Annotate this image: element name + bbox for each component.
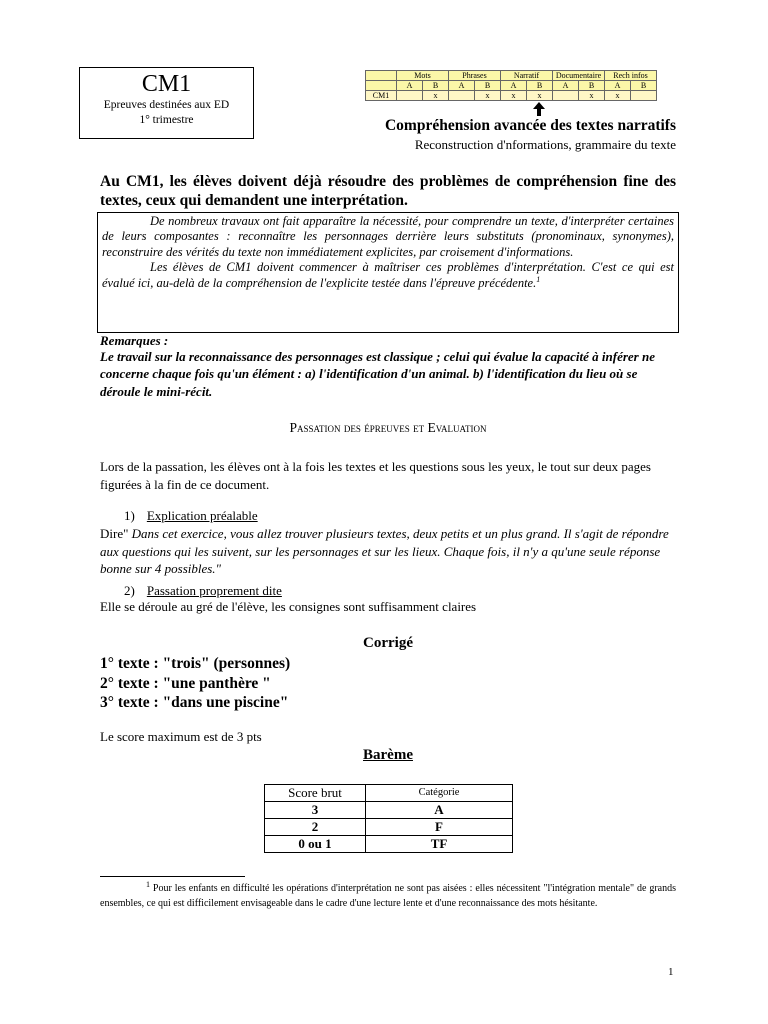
remarks-text: Le travail sur la reconnaissance des personnages est classique ; celui qui évalue la capacité à inférer ne concerne chaque fois qu'un élément : a) l'identification d'un animal. b) l'identification du lieu où se déroule le mini-récit. — [100, 349, 655, 399]
passation-text: Lors de la passation, les élèves ont à la fois les textes et les questions sous les yeux, le tout sur deux pages figurées à la fin de ce document. — [100, 459, 651, 492]
grid-group: Documentaire — [553, 71, 605, 81]
level-subtitle: Epreuves destinées aux ED — [103, 99, 230, 111]
table-cell: 0 ou 1 — [265, 836, 366, 853]
table-header: Catégorie — [366, 785, 513, 802]
list-item — [124, 583, 282, 599]
footnote-text: Pour les enfants en difficulté les opérations d'interprétation ne sont pas aisées : elles nécessitent "l'intégration mentale" de grands ensembles, ce qui est difficilement envisageable dans le cadre d'une lecture lente et d'une reconnaissance des mots hésitante. — [100, 883, 676, 909]
grid-mark: x — [501, 91, 527, 101]
arrow-up-icon — [532, 101, 546, 117]
grid-group: Mots — [397, 71, 449, 81]
page-number: 1 — [668, 966, 674, 978]
table-cell: 2 — [265, 819, 366, 836]
quote-paragraph-2 — [102, 260, 674, 291]
quote-paragraph: De nombreux travaux ont fait apparaître la nécessité, pour comprendre un texte, d'interpréter certaines de leurs composantes : reconnaître les personnages derrière leurs substituts (pronominaux, synonymes), reconstruire des vérités du texte non immédiatement explicites, par croisement d'informations. — [102, 214, 674, 259]
footnote-index: 1 — [146, 879, 150, 889]
instruction-quote: Dans cet exercice, vous allez trouver plusieurs textes, deux petits et un plus grand. Il s'agit de répondre aux questions qui les suivent, sur les personnages et sur les lieux. Chaque fois, il n'y a qu'une seule réponse bonne sur 4 possibles." — [100, 526, 669, 576]
score-max: Le score maximum est de 3 pts — [100, 729, 262, 744]
instruction-text — [100, 525, 678, 578]
passation-heading: Passation des épreuves et Evaluation — [289, 420, 487, 435]
grid-mark: x — [475, 91, 501, 101]
grid-subheader: A — [449, 81, 475, 91]
grid-group: Rech infos — [605, 71, 657, 81]
grid-group: Narratif — [501, 71, 553, 81]
trimester-label: 1° trimestre — [139, 114, 194, 126]
footnote-divider — [100, 876, 245, 877]
grid-mark: x — [579, 91, 605, 101]
grid-group: Phrases — [449, 71, 501, 81]
grid-mark — [553, 91, 579, 101]
answers-list — [100, 654, 290, 713]
remarks-title: Remarques : — [100, 333, 169, 348]
section-title: Compréhension avancée des textes narratifs — [384, 117, 676, 134]
list-label: Passation proprement dite — [146, 583, 282, 598]
intro-paragraph: Au CM1, les élèves doivent déjà résoudre des problèmes de compréhension fine des textes, ceux qui demandent une interprétation. — [100, 173, 676, 209]
list-item — [124, 508, 258, 524]
table-cell: F — [366, 819, 513, 836]
passation-detail: Elle se déroule au gré de l'élève, les consignes sont suffisamment claires — [100, 599, 477, 614]
grid-mark — [397, 91, 423, 101]
list-number: 1) — [124, 508, 135, 523]
grid-subheader: A — [501, 81, 527, 91]
grid-subheader: A — [397, 81, 423, 91]
answer-line: 1° texte : "trois" (personnes) — [100, 655, 291, 672]
grid-subheader: B — [423, 81, 449, 91]
corrige-heading: Corrigé — [363, 635, 413, 651]
table-cell: A — [366, 802, 513, 819]
grid-mark: x — [605, 91, 631, 101]
grid-mark — [449, 91, 475, 101]
grid-corner — [366, 71, 397, 81]
grid-subheader: B — [631, 81, 657, 91]
table-cell: 3 — [265, 802, 366, 819]
table-header: Score brut — [265, 785, 366, 802]
table-cell: TF — [366, 836, 513, 853]
list-number: 2) — [124, 583, 135, 598]
grid-subheader: A — [553, 81, 579, 91]
grid-subheader: B — [475, 81, 501, 91]
grid-subheader: B — [527, 81, 553, 91]
grid-row-label: CM1 — [366, 91, 397, 101]
footnote-ref[interactable]: 1 — [536, 274, 541, 284]
bareme-table — [264, 784, 513, 853]
bareme-heading: Barème — [363, 747, 413, 763]
grid-mark: x — [423, 91, 449, 101]
quote-text: Les élèves de CM1 doivent commencer à maîtriser ces problèmes d'interprétation. C'est ce qui est évalué ici, au-delà de la compréhension de l'explicite testée dans l'épreuve précédente. — [102, 260, 674, 290]
answer-line: 2° texte : "une panthère " — [100, 674, 271, 692]
level-title: CM1 — [141, 71, 192, 97]
footnote — [100, 881, 676, 911]
list-label: Explication préalable — [146, 508, 258, 523]
grid-mark — [631, 91, 657, 101]
instruction-lead: Dire" — [100, 526, 129, 541]
grid-subheader: B — [579, 81, 605, 91]
header-box — [79, 67, 254, 139]
section-subtitle: Reconstruction d'nformations, grammaire du texte — [414, 137, 676, 152]
answer-line: 3° texte : "dans une piscine" — [100, 694, 289, 711]
quote-box — [97, 212, 679, 333]
skills-grid — [365, 70, 657, 101]
grid-mark: x — [527, 91, 553, 101]
grid-corner — [366, 81, 397, 91]
grid-subheader: A — [605, 81, 631, 91]
